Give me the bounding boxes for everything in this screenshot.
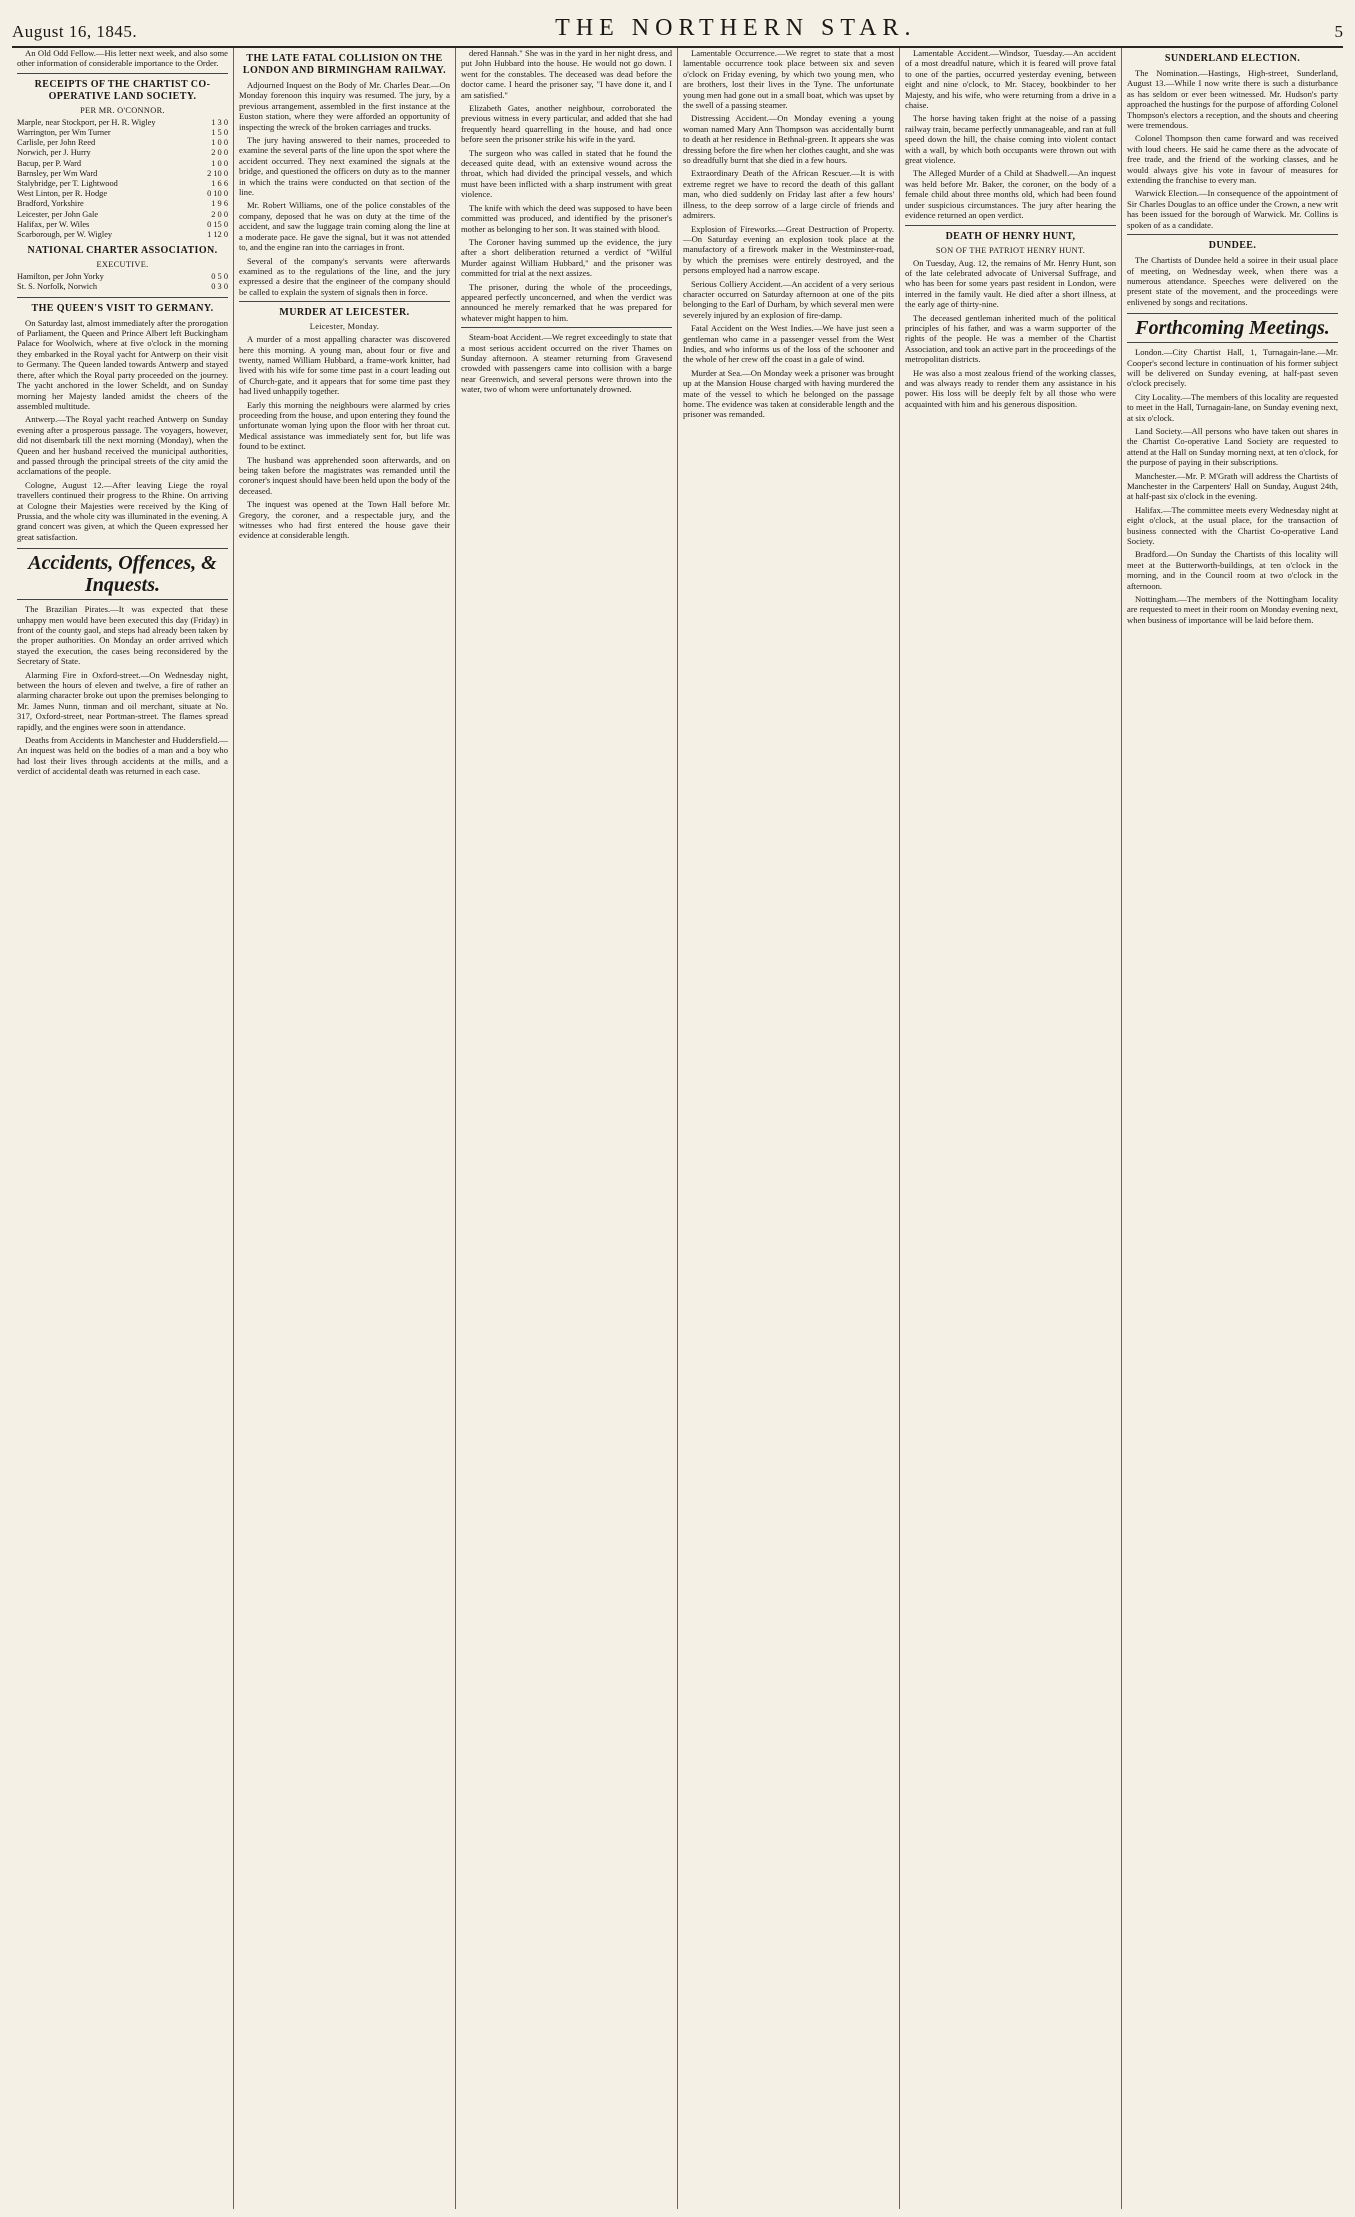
row-amount: 0 15 0 [207, 219, 228, 229]
article-paragraph: Fatal Accident on the West Indies.—We have just seen a gentleman who came in a passenger vessel from the West Indies, and who informs us of the loss of the schooner and the whole of her crew off the coast in a gale of wind. [683, 323, 894, 365]
divider [461, 327, 672, 328]
divider [1127, 234, 1338, 235]
row-label: West Linton, per R. Hodge [17, 189, 108, 199]
column-3 [456, 48, 678, 2209]
article-paragraph: The deceased gentleman inherited much of the political principles of his father, and was a warm supporter of the rights of the people. He was a member of the Chartist Association, and took an active part in the proceedings of the metropolitan districts. [905, 312, 1116, 365]
article-paragraph: The Brazilian Pirates.—It was expected that these unhappy men would have been executed this day (Friday) in front of the county gaol, and steps had already been taken by the proper authorities. On Monday an order arrived which stayed the execution, the cases being reconsidered by the Secretary of State. [17, 604, 228, 667]
article-paragraph: Lamentable Accident.—Windsor, Tuesday.—An accident of a most dreadful nature, which it is feared will prove fatal to one of the parties, occurred yesterday evening, between eight and nine o'clock, to Mr. Stacey, bookbinder to her Majesty, and his wife, who were returning from a drive in a chaise. [905, 48, 1116, 111]
article-paragraph: City Locality.—The members of this locality are requested to meet in the Hall, Turnagain-lane, on Sunday evening next, at six o'clock. [1127, 391, 1338, 423]
table-row [17, 159, 228, 169]
row-amount: 1 9 6 [211, 199, 228, 209]
table-row [17, 169, 228, 179]
page-number: 5 [1334, 22, 1343, 41]
article-paragraph: Several of the company's servants were afterwards examined as to the regulations of the line, and the jury expressed a desire that the engineer of the company should be called to explain the system of signals then in force. [239, 255, 450, 297]
article-paragraph: Colonel Thompson then came forward and was received with loud cheers. He said he came there as the advocate of free trade, and the friend of the working classes, and he would always give his vote in favour of measures for extending the franchise to every man. [1127, 133, 1338, 186]
article-paragraph: The Nomination.—Hastings, High-street, Sunderland, August 13.—While I now write there is such a disturbance as has seldom or ever been witnessed. Mr. Hudson's party approached the hustings for the purpose of affording Colonel Thompson's electors a reception, and the shouts and cheering were tremendous. [1127, 68, 1338, 131]
article-paragraph: The knife with which the deed was supposed to have been committed was produced, and identified by the prisoner's mother as belonging to her son. It was stained with blood. [461, 202, 672, 234]
receipts-subheading: PER MR. O'CONNOR. [80, 105, 165, 115]
article-paragraph: The jury having answered to their names, proceeded to examine the several parts of the line upon the spot where the accident occurred. They next examined the signals at the bridge, and questioned the officers on duty as to the manner in which the trains were conducted on that section of the line. [239, 135, 450, 198]
article-paragraph: Explosion of Fireworks.—Great Destruction of Property.—On Saturday evening an explosion took place at the manufactory of a firework maker in the Westminster-road, by which the premises were entirely destroyed, and the persons employed had a narrow escape. [683, 223, 894, 276]
article-paragraph: He was also a most zealous friend of the working classes, and was always ready to render them any assistance in his power. His loss will be deeply felt by all those who were acquainted with him and his generous disposition. [905, 367, 1116, 409]
article-paragraph: The prisoner, during the whole of the proceedings, appeared perfectly unconcerned, and when the verdict was announced he merely remarked that he was prepared for whatever might happen to him. [461, 281, 672, 323]
article-paragraph: Cologne, August 12.—After leaving Liege the royal travellers continued their progress to the Rhine. On arriving at Cologne their Majesties were received by the King of Prussia, and the whole city was illuminated in the evening. A grand concert was given, at which the Queen expressed her great satisfaction. [17, 479, 228, 542]
row-amount: 0 5 0 [211, 272, 228, 282]
article-paragraph: Extraordinary Death of the African Rescuer.—It is with extreme regret we have to record the death of this gallant man, who died suddenly on Friday last after a few hours' illness, to the deep sorrow of a large circle of friends and admirers. [683, 168, 894, 221]
article-paragraph: Distressing Accident.—On Monday evening a young woman named Mary Ann Thompson was accidentally burnt to death at her residence in Bethnal-green. It appears she was dressing before the fire when her clothes caught, and she was so dreadfully burnt that she died in a few hours. [683, 113, 894, 166]
column-5 [900, 48, 1122, 2209]
table-row [17, 220, 228, 230]
article-paragraph: Deaths from Accidents in Manchester and Huddersfield.—An inquest was held on the bodies of a man and a boy who had lost their lives through accidents at the mills, and a verdict of accidental death was returned in each case. [17, 735, 228, 777]
meetings-section-heading: Forthcoming Meetings. [1127, 313, 1338, 343]
election-heading: SUNDERLAND ELECTION. [1164, 53, 1301, 64]
column-1 [12, 48, 234, 2209]
row-label: Scarborough, per W. Wigley [17, 230, 113, 240]
row-label: Stalybridge, per T. Lightwood [17, 179, 118, 189]
row-label: Marple, near Stockport, per H. R. Wigley [17, 117, 156, 127]
notice-paragraph: An Old Odd Fellow.—His letter next week, and also some other information of considerable importance to the Order. [17, 48, 228, 69]
association-table [17, 272, 228, 292]
article-paragraph: Land Society.—All persons who have taken out shares in the Chartist Co-operative Land Society are requested to attend at the Hall on Sunday morning next, at ten o'clock, for the purpose of paying in their subscriptions. [1127, 425, 1338, 468]
divider [17, 73, 228, 74]
accidents-section-heading: Accidents, Offences, & Inquests. [17, 548, 228, 600]
row-amount: 0 10 0 [207, 189, 228, 199]
row-label: Norwich, per J. Hurry [17, 148, 91, 158]
article-paragraph: Mr. Robert Williams, one of the police constables of the company, deposed that he was on duty at the time of the accident, and saw the luggage train coming along the line at a moderate pace. He gave the signal, but it was not attended to, and the engine ran into the carriages in front. [239, 200, 450, 253]
column-4 [678, 48, 900, 2209]
row-amount: 1 5 0 [211, 128, 228, 138]
table-row [17, 199, 228, 209]
article-paragraph: London.—City Chartist Hall, 1, Turnagain-lane.—Mr. Cooper's second lecture in continuation of his former subject will be delivered on Sunday evening, at half-past seven o'clock precisely. [1127, 347, 1338, 389]
row-label: Hamilton, per John Yorky [17, 272, 104, 282]
row-amount: 1 3 0 [211, 117, 228, 127]
table-row [17, 282, 228, 292]
article-paragraph: The Alleged Murder of a Child at Shadwell.—An inquest was held before Mr. Baker, the coroner, on the body of a female child about three months old, which had been found under suspicious circumstances. The jury after hearing the evidence returned an open verdict. [905, 168, 1116, 221]
article-paragraph: A murder of a most appalling character was discovered here this morning. A young man, about four or five and twenty, named William Hubbard, a frame-work knitter, had lived with his wife for some time past in a court leading out of Church-gate, and it appears that for some time past they had lived unhappily together. [239, 334, 450, 397]
row-amount: 1 0 0 [211, 138, 228, 148]
issue-date: August 16, 1845. [12, 22, 138, 41]
article-paragraph: Lamentable Occurrence.—We regret to state that a most lamentable occurrence took place between six and seven o'clock on Friday evening, by which two young men, who are brothers, lost their lives in the Tyne. The unfortunate young men had gone out in a small boat, which was upset by the swell of a passing steamer. [683, 48, 894, 111]
row-amount: 0 3 0 [211, 282, 228, 292]
table-row [17, 230, 228, 240]
article-paragraph: Antwerp.—The Royal yacht reached Antwerp on Sunday evening after a prosperous passage. The voyagers, however, did not disembark till the next morning (Monday), when the Queen and her husband received the municipal authorities, and passed through the principal streets of the city amid the acclamations of the people. [17, 414, 228, 477]
article-paragraph: The inquest was opened at the Town Hall before Mr. Gregory, the coroner, and a respectable jury, and the witnesses who had first entered the house gave their evidence at considerable length. [239, 499, 450, 541]
article-paragraph: The Chartists of Dundee held a soiree in their usual place of meeting, on Wednesday week, when there was a numerous attendance. Speeches were delivered on the present state of the movement, and the proceedings were enlivened by songs and recitations. [1127, 255, 1338, 307]
row-amount: 2 0 0 [211, 209, 228, 219]
association-subheading: EXECUTIVE. [96, 260, 149, 270]
article-paragraph: Nottingham.—The members of the Nottingham locality are requested to meet in their room on Monday evening next, when business of importance will be laid before them. [1127, 594, 1338, 625]
row-label: St. S. Norfolk, Norwich [17, 282, 98, 292]
row-amount: 1 0 0 [211, 158, 228, 168]
table-row [17, 272, 228, 282]
row-label: Warrington, per Wm Turner [17, 128, 111, 138]
table-row [17, 148, 228, 158]
newspaper-title: THE NORTHERN STAR. [555, 15, 917, 41]
row-label: Barnsley, per Wm Ward [17, 168, 98, 178]
collision-heading: THE LATE FATAL COLLISION ON THE LONDON AND BIRMINGHAM RAILWAY. [242, 53, 447, 76]
dundee-heading: DUNDEE. [1208, 240, 1257, 252]
row-label: Carlisle, per John Reed [17, 138, 96, 148]
row-amount: 1 12 0 [207, 230, 228, 240]
table-row [17, 210, 228, 220]
table-row [17, 118, 228, 128]
article-paragraph: dered Hannah." She was in the yard in her night dress, and put John Hubbard into the house. He would not go down. I went for the constables. The deceased was dead before the doctor came. I heard the prisoner say, "I have done it, and I am satisfied." [461, 48, 672, 100]
masthead [12, 6, 1343, 48]
receipts-table [17, 118, 228, 240]
queen-visit-heading: THE QUEEN'S VISIT TO GERMANY. [31, 302, 214, 314]
article-paragraph: Halifax.—The committee meets every Wednesday night at eight o'clock, at the usual place, for the transaction of business connected with the Chartist Co-operative Land Society. [1127, 504, 1338, 547]
table-row [17, 128, 228, 138]
article-paragraph: Serious Colliery Accident.—An accident of a very serious character occurred on Saturday afternoon at one of the pits belonging to the Earl of Durham, by which several men were severely injured by an explosion of fire-damp. [683, 278, 894, 320]
table-row [17, 138, 228, 148]
row-amount: 1 6 6 [211, 179, 228, 189]
row-label: Bradford, Yorkshire [17, 199, 84, 209]
death-subheading: SON OF THE PATRIOT HENRY HUNT. [935, 245, 1086, 255]
death-heading: DEATH OF HENRY HUNT, [945, 230, 1076, 242]
article-paragraph: Warwick Election.—In consequence of the appointment of Sir Charles Douglas to an office under the Crown, a new writ has been issued for the borough of Warwick. Mr. Collins is spoken of as a candidate. [1127, 188, 1338, 230]
article-paragraph: The horse having taken fright at the noise of a passing railway train, became perfectly unmanageable, and ran at full speed down the hill, the chaise coming into violent contact with a wall, by which both occupants were thrown out with great violence. [905, 113, 1116, 166]
row-amount: 2 0 0 [211, 148, 228, 158]
article-paragraph: The husband was apprehended soon afterwards, and on being taken before the magistrates was remanded until the coroner's inquest should have been held upon the body of the deceased. [239, 454, 450, 496]
row-label: Bacup, per P. Ward [17, 158, 82, 168]
row-label: Leicester, per John Gale [17, 209, 99, 219]
divider [239, 301, 450, 302]
article-paragraph: Elizabeth Gates, another neighbour, corroborated the previous witness in every particular, and added that she had frequently heard quarrelling in the house, and had once before seen the prisoner strike his wife in the yard. [461, 103, 672, 145]
column-6 [1122, 48, 1343, 2209]
murder-dateline: Leicester, Monday. [309, 322, 380, 332]
row-amount: 2 10 0 [207, 168, 228, 178]
divider [17, 297, 228, 298]
columns [12, 48, 1343, 2209]
receipts-heading: RECEIPTS OF THE CHARTIST CO-OPERATIVE LAND SOCIETY. [34, 78, 211, 102]
divider [905, 225, 1116, 226]
article-paragraph: The Coroner having summed up the evidence, the jury after a short deliberation returned a verdict of "Wilful Murder against William Hubbard," and the prisoner was committed for trial at the next assizes. [461, 236, 672, 279]
column-2 [234, 48, 456, 2209]
table-row [17, 189, 228, 199]
association-heading: NATIONAL CHARTER ASSOCIATION. [27, 245, 218, 257]
article-paragraph: Adjourned Inquest on the Body of Mr. Charles Dear.—On Monday forenoon this inquiry was resumed. The jury, by a previous arrangement, assembled in the first instance at the Euston station, where they were afforded an opportunity of inspecting the wreck of the broken carriages and trucks. [239, 80, 450, 132]
article-paragraph: Alarming Fire in Oxford-street.—On Wednesday night, between the hours of eleven and twelve, a fire of rather an alarming character broke out upon the premises belonging to Mr. James Nunn, tinman and oil merchant, situate at No. 317, Oxford-street, near Portman-street. The flames spread rapidly, and the engines were soon in attendance. [17, 669, 228, 732]
article-paragraph: Murder at Sea.—On Monday week a prisoner was brought up at the Mansion House charged with having murdered the mate of the vessel to which he belonged on the passage home. The evidence was taken at considerable length and the prisoner was remanded. [683, 367, 894, 420]
article-paragraph: On Saturday last, almost immediately after the prorogation of Parliament, the Queen and Prince Albert left Buckingham Palace for Woolwich, where at five o'clock in the morning they embarked in the Royal yacht for Antwerp on their visit to Germany. The Queen landed towards Antwerp and stayed there, after which the Royal party proceeded on the journey. The yacht anchored in the lower Scheldt, and on Sunday morning her Majesty landed amidst the cheers of the assembled multitude. [17, 317, 228, 411]
article-paragraph: The surgeon who was called in stated that he found the deceased quite dead, with an extensive wound across the throat, which had divided the principal vessels, and which must have been inflicted with a sharp instrument with great violence. [461, 147, 672, 200]
article-paragraph: Bradford.—On Sunday the Chartists of this locality will meet at the Butterworth-buildings, at ten o'clock in the morning, and in the Council room at two o'clock in the afternoon. [1127, 549, 1338, 591]
murder-heading: MURDER AT LEICESTER. [279, 307, 410, 319]
article-paragraph: Steam-boat Accident.—We regret exceedingly to state that a most serious accident occurred on the river Thames on Sunday afternoon. A steamer returning from Gravesend crowded with passengers came into collision with a barge near Greenwich, and several persons were thrown into the water, two of whom were unfortunately drowned. [461, 332, 672, 395]
article-paragraph: Early this morning the neighbours were alarmed by cries proceeding from the house, and upon entering they found the unfortunate woman lying upon the floor with her throat cut. Medical assistance was immediately sent for, but life was found to be extinct. [239, 399, 450, 452]
row-label: Halifax, per W. Wiles [17, 219, 90, 229]
article-paragraph: On Tuesday, Aug. 12, the remains of Mr. Henry Hunt, son of the late celebrated advocate of Universal Suffrage, and who has been for some years past resident in London, were interred in the family vault. He died after a short illness, at the early age of thirty-nine. [905, 257, 1116, 310]
table-row [17, 179, 228, 189]
article-paragraph: Manchester.—Mr. P. M'Grath will address the Chartists of Manchester in the Carpenters' Hall on Sunday, August 24th, at half-past six o'clock in the evening. [1127, 470, 1338, 502]
